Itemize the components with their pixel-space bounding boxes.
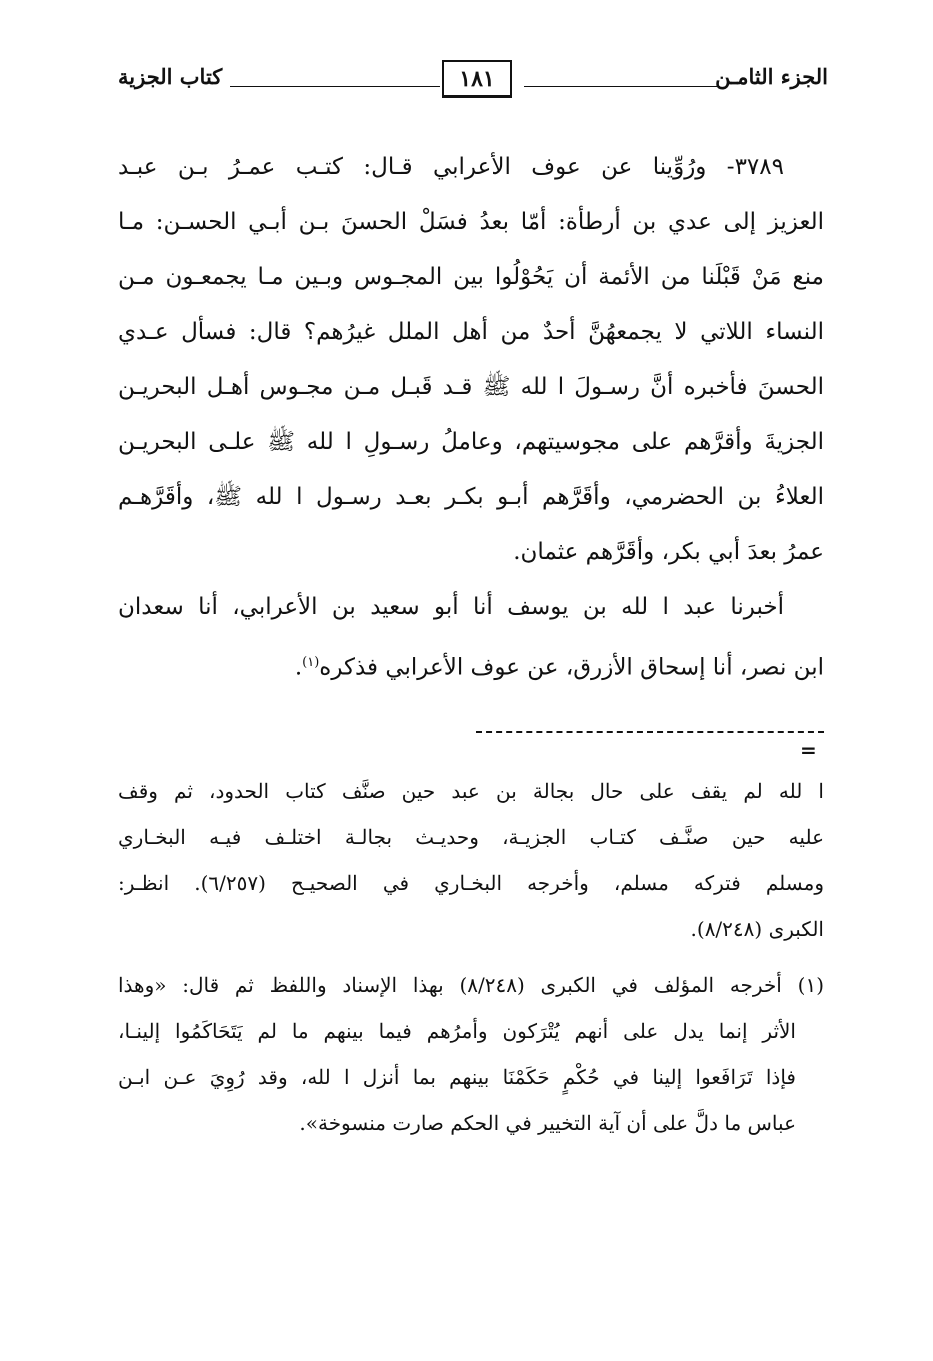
volume-title: الجزء الثامـن: [715, 64, 828, 89]
footnote-line: الأثر إنما يدل على أنهم يُتْرَكون وأمرُهم فيما بينهم ما لم يَتَحَاكَمُوا إلينـا،: [118, 1019, 796, 1043]
footnote-separator: [476, 731, 824, 733]
footnote-line: فإذا تَرَافَعوا إلينا في حُكْمٍ حَكَمْنَا بينهم بما أنزل ا لله، وقد رُوِيَ عـن ابـن: [118, 1065, 796, 1089]
text-line: ٣٧٨٩- ورُوِّينا عن عوف الأعرابي قـال: كتـب عمـرُ بـن عبـد: [118, 154, 784, 180]
text-segment: .: [294, 654, 303, 681]
header-rule-right: [524, 86, 720, 87]
main-text: [118, 140, 824, 690]
page-number: ١٨١: [442, 60, 512, 98]
text-segment: ابن نصر، أنا إسحاق الأزرق، عن عوف الأعرابي فذكره: [319, 654, 824, 681]
footnote-line: ا لله لم يقف على حال بجالة بن عبد حين صنَّف كتاب الحدود، ثم وقف: [118, 779, 824, 803]
text-line: العزيز إلى عدي بن أرطأة: أمّا بعدُ فسَلْ الحسنَ بـن أبـي الحسـن: مـا: [118, 209, 824, 235]
footnote-ref: (١): [302, 655, 320, 670]
footnotes: [118, 768, 824, 1146]
footnote-line: الكبرى (٨/٢٤٨).: [690, 917, 824, 941]
continuation-mark: =: [800, 738, 817, 762]
book-title: كتاب الجزية: [118, 64, 223, 89]
text-line: العلاءُ بن الحضرمي، وأقَرَّهم أبـو بكـر بعـد رسـول ا لله ﷺ، وأقَرَّهـم: [118, 484, 824, 510]
text-line: الحسنَ فأخبره أنَّ رسـولَ ا لله ﷺ قـد قَبـل مـن مجـوس أهـل البحريـن: [118, 374, 824, 400]
footnote-line: عليه حين صنَّـف كتـاب الجزيـة، وحديـث بجالـة اختلـف فيـه البخـاري: [118, 825, 824, 849]
footnote-line: عباس ما دلَّ على أن آية التخيير في الحكم صارت منسوخة».: [299, 1111, 796, 1135]
footnote-line: (١) أخرجه المؤلف في الكبرى (٨/٢٤٨) بهذا الإسناد واللفظ ثم قال: «وهذا: [118, 973, 824, 997]
text-line: عمرُ بعدَ أبي بكر، وأقَرَّهم عثمان.: [513, 539, 824, 565]
header-rule-left: [230, 86, 440, 87]
text-line: النساء اللاتي لا يجمعهُنَّ أحدٌ من أهل الملل غيرُهم؟ قال: فسأل عـدي: [118, 319, 824, 345]
text-line: الجزيةَ وأقرَّهم على مجوسيتهم، وعاملُ رسـولِ ا لله ﷺ علـى البحريـن: [118, 429, 824, 455]
text-line-with-footnote-ref: [118, 635, 824, 690]
text-line: منع مَنْ قَبْلَنا من الأئمة أن يَحُوْلُوا بين المجـوس وبـين مـا يجمعـون مـن: [118, 264, 824, 290]
footnote-line: ومسلم فتركه مسلم، وأخرجه البخـاري في الصحيـح (٦/٢٥٧). انظـر:: [118, 871, 824, 895]
text-line: أخبرنا عبد ا لله بن يوسف أنا أبو سعيد بن الأعرابي، أنا سعدان: [118, 594, 784, 620]
running-header: [118, 58, 828, 102]
